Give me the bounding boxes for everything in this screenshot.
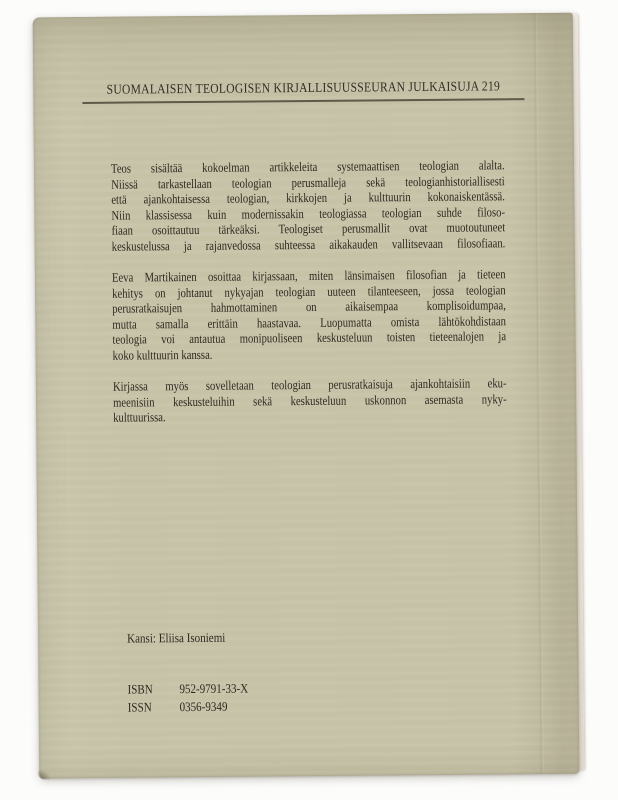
blurb-paragraph-2	[112, 266, 506, 362]
corner-smudge	[38, 769, 51, 779]
blurb-paragraph-1	[111, 157, 505, 253]
text-line: perusratkaisujen hahmottaminen on aikaisempaa komplisoidumpaa,	[112, 297, 506, 316]
text-line: Niissä tarkastellaan teologian perusmalleja sekä teologianhistoriallisesti	[111, 172, 505, 192]
text-line: koko kulttuurin kanssa.	[112, 346, 213, 363]
text-line: meenisiin keskusteluihin sekä keskusteluun uskonnon asemasta nyky-	[112, 390, 507, 410]
cover-crease	[533, 13, 545, 774]
text-line: Kirjassa myös sovelletaan teologian perusratkaisuja ajankohtaisiin eku-	[112, 375, 507, 394]
isbn-value: 952-9791-33-X	[179, 680, 249, 697]
text-line: että ajankohtaisessa teologian, kirkkojen ja kulttuurin kokonaiskentässä.	[111, 188, 505, 207]
text-line: kulttuurissa.	[113, 409, 166, 425]
text-line: mutta samalla erittäin haastavaa. Luopumatta omista lähtökohdistaan	[112, 312, 507, 332]
blurb-paragraph-3	[113, 375, 507, 425]
text-line: keskustelussa ja rajanvedossa suhteessa aikakauden vallitsevaan filosofiaan.	[111, 234, 506, 254]
issn-value: 0356-9349	[179, 698, 228, 715]
text-line: fiaan osoittautuu tärkeäksi. Teologiset perusmallit ovat muotoutuneet	[111, 219, 506, 238]
identifier-block	[127, 680, 248, 717]
isbn-row	[127, 680, 248, 699]
text-line: teologia voi antautua monipuoliseen keskusteluun toisten tieteenalojen ja	[112, 328, 507, 347]
text-line: kehitys on johtanut nykyajan teologian uuteen tilanteeseen, jossa teologian	[112, 281, 506, 301]
text-line: Niin klassisessa kuin modernissakin teologiassa teologian suhde filoso-	[111, 203, 506, 223]
title-divider-rule	[82, 98, 524, 103]
series-title: SUOMALAISEN TEOLOGISEN KIRJALLISUUSSEURAN JULKAISUJA 219	[106, 78, 501, 97]
isbn-label: ISBN	[127, 681, 153, 697]
text-line: Teos sisältää kokoelman artikkeleita systemaattisen teologian alalta.	[110, 157, 505, 176]
cover-credit: Kansi: Eliisa Isoniemi	[127, 629, 226, 646]
issn-row	[128, 698, 249, 717]
back-cover-blurb	[111, 157, 507, 425]
issn-label: ISSN	[127, 699, 152, 715]
text-line: Eeva Martikainen osoittaa kirjassaan, miten länsimaisen filosofian ja tieteen	[111, 266, 506, 285]
back-cover	[33, 13, 580, 779]
